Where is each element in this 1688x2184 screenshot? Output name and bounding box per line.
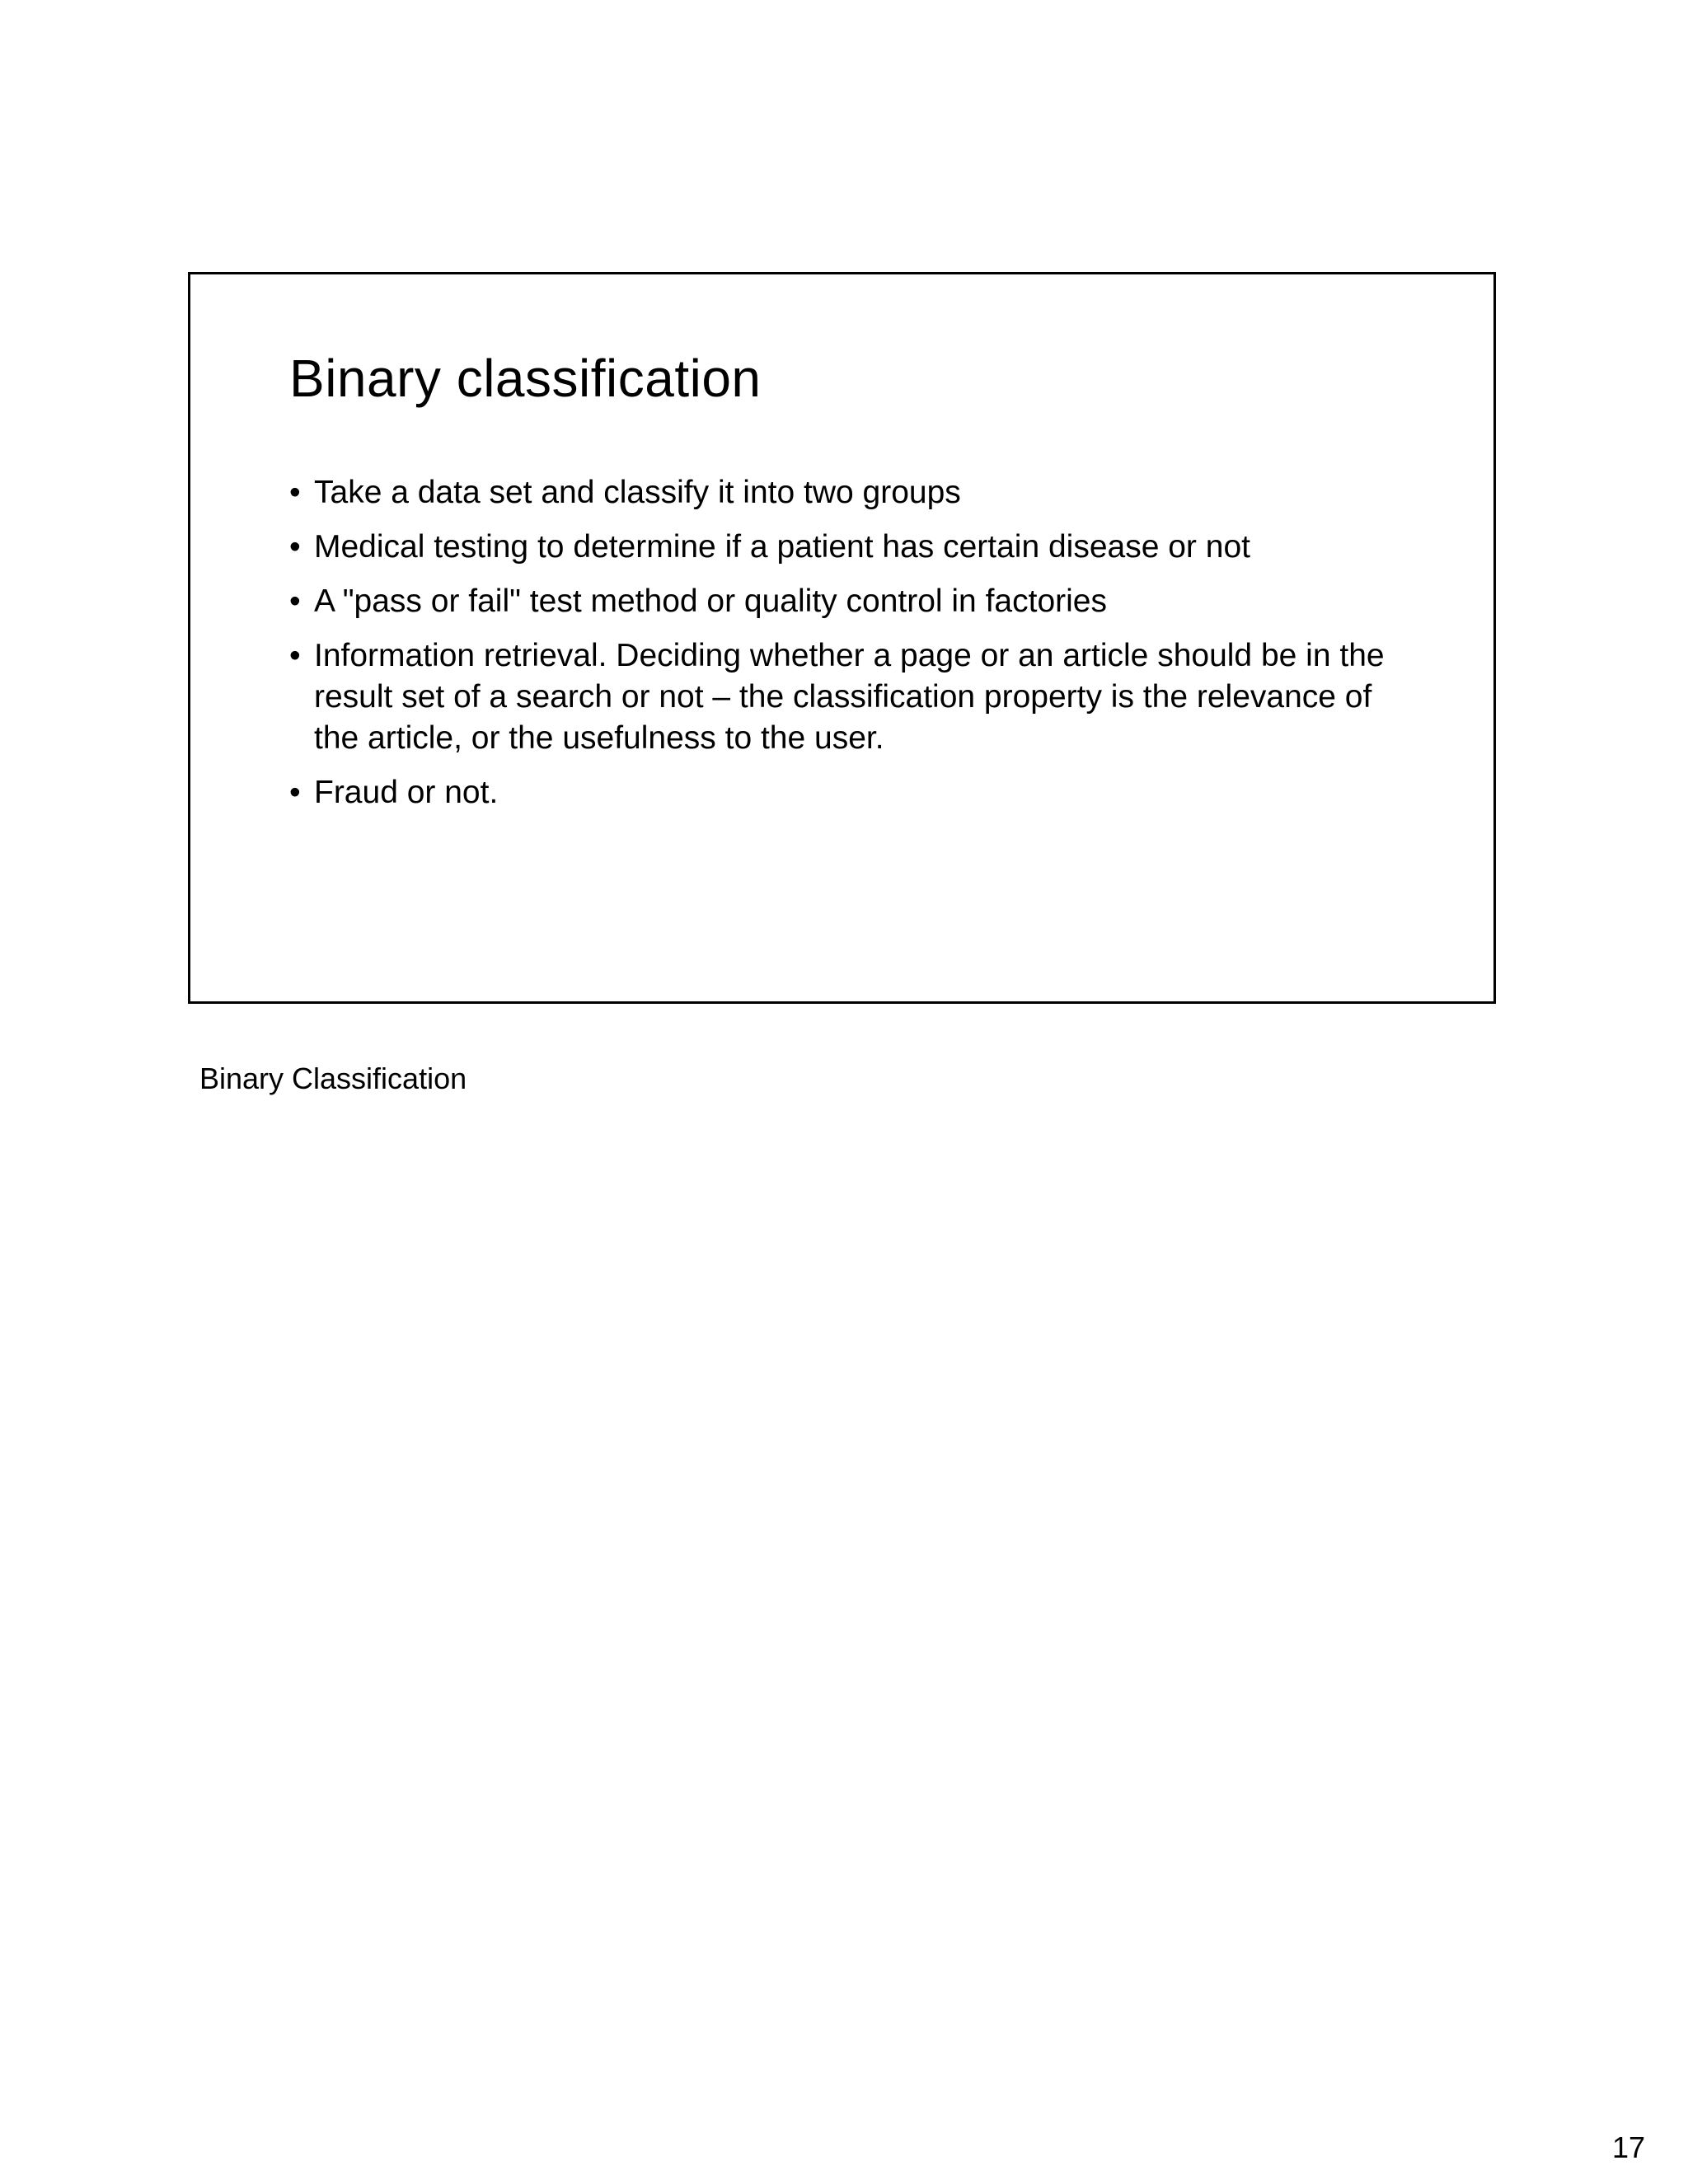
bullet-dot-icon: • bbox=[289, 529, 301, 565]
bullet-text: Fraud or not. bbox=[314, 775, 499, 810]
slide-title: Binary classification bbox=[289, 349, 762, 408]
bullet-text: Take a data set and classify it into two groups bbox=[314, 475, 961, 510]
bullet-item bbox=[289, 635, 1394, 759]
page-number: 17 bbox=[1611, 2130, 1645, 2164]
bullet-list bbox=[289, 472, 1394, 827]
bullet-dot-icon: • bbox=[289, 638, 301, 673]
bullet-item bbox=[289, 772, 1394, 813]
bullet-text: Information retrieval. Deciding whether a page or an article should be in the result set of a search or not – the classification property is the relevance of the article, or the usefulness to the user. bbox=[314, 638, 1385, 756]
bullet-item bbox=[289, 527, 1394, 568]
bullet-text: Medical testing to determine if a patient has certain disease or not bbox=[314, 529, 1250, 565]
bullet-item bbox=[289, 472, 1394, 513]
bullet-dot-icon: • bbox=[289, 775, 301, 810]
bullet-dot-icon: • bbox=[289, 475, 301, 510]
speaker-notes: Binary Classification bbox=[199, 1062, 467, 1095]
bullet-text: A "pass or fail" test method or quality control in factories bbox=[314, 583, 1107, 619]
slide-frame bbox=[188, 272, 1496, 1004]
bullet-item bbox=[289, 581, 1394, 622]
bullet-dot-icon: • bbox=[289, 583, 301, 619]
